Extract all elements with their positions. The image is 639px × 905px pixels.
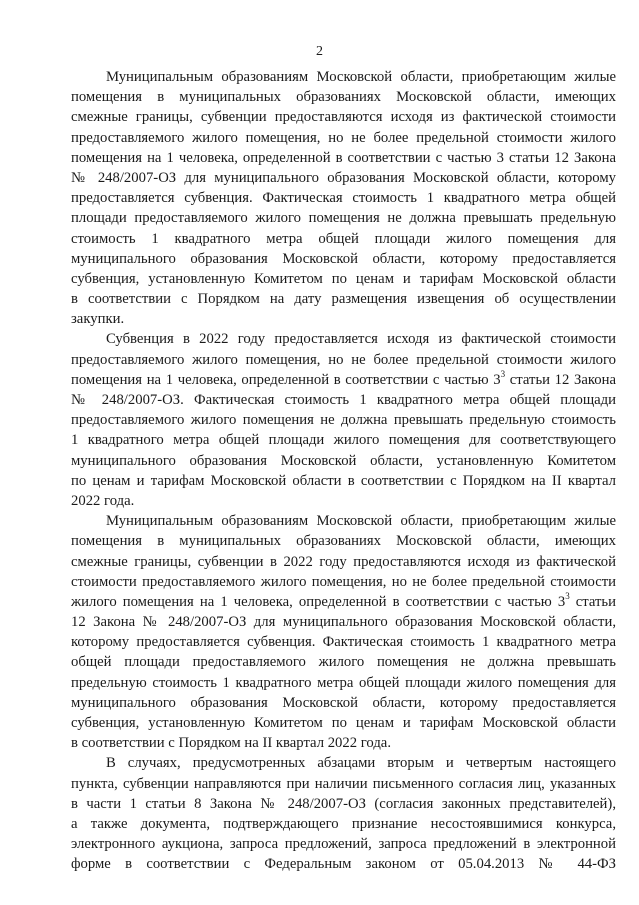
text-line (71, 168, 616, 188)
text-line (71, 370, 616, 390)
line-text: Муниципальным образованиям Московской области, приобретающим жилые (106, 513, 616, 530)
text-line (71, 430, 616, 450)
text-line (71, 67, 616, 87)
line-text: общей площади предоставляемого жилого помещения не должна превышать (71, 654, 616, 671)
text-line (71, 612, 616, 632)
text-line (71, 673, 616, 693)
line-text: предоставляемого жилого помещения не должна превышать предельную стоимость (71, 412, 616, 429)
text-line (71, 269, 616, 289)
text-line (71, 572, 616, 592)
line-text: 2022 года. (71, 492, 135, 509)
line-text: помещения в муниципальных образованиях Московской области, имеющих (71, 533, 616, 550)
text-line (71, 632, 616, 652)
line-text: жилого помещения на 1 человека, определенной в соответствии с частью 3 (71, 593, 566, 610)
line-text: стоимости предоставляемого жилого помещения, но не более предельной стоимости (71, 573, 616, 590)
text-line (71, 451, 616, 471)
line-text: площади предоставляемого жилого помещения не должна превышать предельную (71, 210, 616, 227)
line-text: предоставляемого жилого помещения, но не более предельной стоимости жилого (71, 351, 616, 368)
line-text: а также документа, подтверждающего признание несостоявшимися конкурса, (71, 815, 616, 832)
line-text: 1 квадратного метра общей площади жилого помещения для соответствующего (71, 432, 616, 449)
line-text: предоставляется субвенция. Фактическая стоимость 1 квадратного метра общей (71, 190, 616, 207)
text-line (71, 834, 616, 854)
line-text-continued: статьи (569, 593, 616, 610)
line-text: помещения на 1 человека, определенной в соответствии с частью 3 (71, 371, 501, 388)
line-text: предельную стоимость 1 квадратного метра общей площади жилого помещения для (71, 674, 616, 691)
line-text: предоставляемого жилого помещения, но не более предельной стоимости жилого (71, 129, 616, 146)
line-text: стоимость 1 квадратного метра общей площади жилого помещения для (71, 230, 616, 247)
text-line (71, 148, 616, 168)
line-text: № 248/2007-ОЗ. Фактическая стоимость 1 квадратного метра общей площади (71, 392, 616, 408)
line-text: закупки. (71, 311, 125, 328)
line-text: в части 1 статьи 8 Закона № 248/2007-ОЗ (согласия законных представителей), (71, 795, 616, 812)
line-text-continued: статьи 12 Закона (505, 371, 616, 388)
text-line (71, 229, 616, 249)
text-line (71, 511, 616, 531)
line-text: электронного аукциона, запроса предложений, запроса предложений в электронной (71, 836, 616, 853)
line-text: В случаях, предусмотренных абзацами вторым и четвертым настоящего (106, 755, 616, 772)
text-line (71, 208, 616, 228)
line-text: смежные границы, субвенции в 2022 году предоставляются исходя из фактической (71, 553, 616, 570)
text-line (71, 128, 616, 148)
text-line (71, 471, 616, 491)
text-line (71, 350, 616, 370)
line-text: помещения в муниципальных образованиях Московской области, имеющих (71, 89, 616, 106)
text-line (71, 854, 616, 874)
text-line (71, 107, 616, 127)
text-line (71, 249, 616, 269)
text-line (71, 774, 616, 794)
text-line (71, 491, 616, 511)
line-text: по ценам и тарифам Московской области в соответствии с Порядком на II квартал (71, 472, 616, 489)
page-number: 2 (316, 44, 323, 59)
text-line (71, 329, 616, 349)
line-text: пункта, субвенции направляются при наличии письменного согласия лиц, указанных (71, 775, 616, 792)
text-line (71, 592, 616, 612)
superscript: 3 (565, 590, 570, 601)
line-text: смежные границы, субвенции предоставляются исходя из фактической стоимости (71, 109, 616, 126)
line-text: субвенция, установленную Комитетом по ценам и тарифам Московской области (71, 715, 616, 731)
line-text: Муниципальным образованиям Московской области, приобретающим жилые (106, 69, 616, 85)
text-line (71, 531, 616, 551)
text-line (71, 87, 616, 107)
text-line (71, 794, 616, 814)
line-text: 12 Закона № 248/2007-ОЗ для муниципального образования Московской области, (71, 614, 616, 631)
text-line (71, 188, 616, 208)
line-text: которому предоставляется субвенция. Фактическая стоимость 1 квадратного метра (71, 634, 616, 651)
line-text: помещения на 1 человека, определенной в соответствии с частью 3 статьи 12 Закона (71, 149, 616, 166)
text-line (71, 552, 616, 572)
document-body (71, 67, 616, 875)
text-line (71, 693, 616, 713)
text-line (71, 814, 616, 834)
text-line (71, 390, 616, 410)
line-text: муниципального образования Московской области, которому предоставляется (71, 250, 616, 267)
line-text: муниципального образования Московской области, которому предоставляется (71, 694, 616, 711)
line-text: Субвенция в 2022 году предоставляется исходя из фактической стоимости (106, 331, 616, 348)
line-text: субвенция, установленную Комитетом по ценам и тарифам Московской области (71, 270, 616, 287)
line-text: № 248/2007-ОЗ для муниципального образования Московской области, которому (71, 169, 616, 186)
text-line (71, 652, 616, 672)
text-line (71, 309, 616, 329)
text-line (71, 733, 616, 753)
text-line (71, 410, 616, 430)
line-text: муниципального образования Московской области, установленную Комитетом (71, 452, 616, 469)
text-line (71, 753, 616, 773)
text-line (71, 713, 616, 733)
text-line (71, 289, 616, 309)
line-text: в соответствии с Порядком на дату размещения извещения об осуществлении (71, 291, 616, 308)
line-text: в соответствии с Порядком на II квартал 2022 года. (71, 735, 391, 752)
superscript: 3 (500, 368, 506, 379)
line-text: форме в соответствии с Федеральным законом от 05.04.2013 № 44-ФЗ (71, 856, 616, 873)
